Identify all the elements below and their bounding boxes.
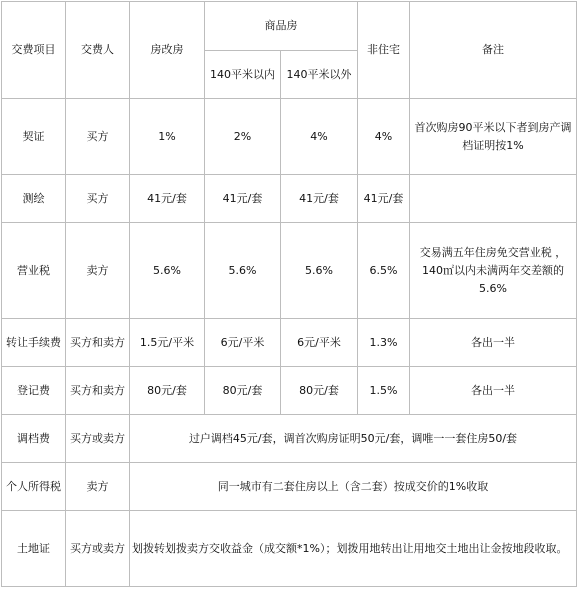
cell-merged-description: 过户调档45元/套，调首次购房证明50元/套，调唯一一套住房50/套 <box>130 415 577 463</box>
row-payer: 买方和卖方 <box>66 319 130 367</box>
header-under-140: 140平米以内 <box>205 51 281 99</box>
header-commercial-housing: 商品房 <box>205 2 358 51</box>
cell-over-140: 6元/平米 <box>281 319 358 367</box>
table-row <box>2 463 577 511</box>
cell-nonresidential: 6.5% <box>358 223 410 319</box>
table-row <box>2 175 577 223</box>
fee-table <box>1 1 577 587</box>
cell-under-140: 5.6% <box>205 223 281 319</box>
cell-reform: 1% <box>130 99 205 175</box>
header-payer: 交费人 <box>66 2 130 99</box>
cell-reform: 1.5元/平米 <box>130 319 205 367</box>
row-item: 契证 <box>2 99 66 175</box>
cell-nonresidential: 41元/套 <box>358 175 410 223</box>
table-row <box>2 511 577 587</box>
row-item: 个人所得税 <box>2 463 66 511</box>
cell-under-140: 41元/套 <box>205 175 281 223</box>
row-payer: 买方或卖方 <box>66 415 130 463</box>
cell-nonresidential: 1.3% <box>358 319 410 367</box>
header-over-140: 140平米以外 <box>281 51 358 99</box>
cell-over-140: 80元/套 <box>281 367 358 415</box>
row-payer: 买方 <box>66 99 130 175</box>
cell-merged-description: 划拨转划拨卖方交收益金（成交额*1%）；划拨用地转出让用地交土地出让金按地段收取。 <box>130 511 577 587</box>
header-reform-housing: 房改房 <box>130 2 205 99</box>
cell-reform: 80元/套 <box>130 367 205 415</box>
cell-note <box>410 175 577 223</box>
cell-over-140: 4% <box>281 99 358 175</box>
cell-note: 各出一半 <box>410 319 577 367</box>
table-row <box>2 223 577 319</box>
row-item: 调档费 <box>2 415 66 463</box>
cell-under-140: 6元/平米 <box>205 319 281 367</box>
row-item: 营业税 <box>2 223 66 319</box>
row-item: 土地证 <box>2 511 66 587</box>
row-payer: 卖方 <box>66 463 130 511</box>
table-row <box>2 99 577 175</box>
cell-under-140: 2% <box>205 99 281 175</box>
cell-reform: 41元/套 <box>130 175 205 223</box>
cell-nonresidential: 4% <box>358 99 410 175</box>
row-item: 登记费 <box>2 367 66 415</box>
cell-note: 首次购房90平米以下者到房产调档证明按1% <box>410 99 577 175</box>
row-payer: 买方 <box>66 175 130 223</box>
cell-over-140: 41元/套 <box>281 175 358 223</box>
header-row <box>2 2 577 51</box>
cell-merged-description: 同一城市有二套住房以上（含二套）按成交价的1%收取 <box>130 463 577 511</box>
cell-over-140: 5.6% <box>281 223 358 319</box>
cell-under-140: 80元/套 <box>205 367 281 415</box>
cell-note: 各出一半 <box>410 367 577 415</box>
row-payer: 卖方 <box>66 223 130 319</box>
header-item: 交费项目 <box>2 2 66 99</box>
row-payer: 买方或卖方 <box>66 511 130 587</box>
header-nonresidential: 非住宅 <box>358 2 410 99</box>
cell-nonresidential: 1.5% <box>358 367 410 415</box>
table-row <box>2 415 577 463</box>
row-item: 测绘 <box>2 175 66 223</box>
header-notes: 备注 <box>410 2 577 99</box>
table-row <box>2 367 577 415</box>
row-payer: 买方和卖方 <box>66 367 130 415</box>
cell-reform: 5.6% <box>130 223 205 319</box>
cell-note: 交易满五年住房免交营业税 ，140㎡以内未满两年交差额的5.6% <box>410 223 577 319</box>
table-row <box>2 319 577 367</box>
row-item: 转让手续费 <box>2 319 66 367</box>
